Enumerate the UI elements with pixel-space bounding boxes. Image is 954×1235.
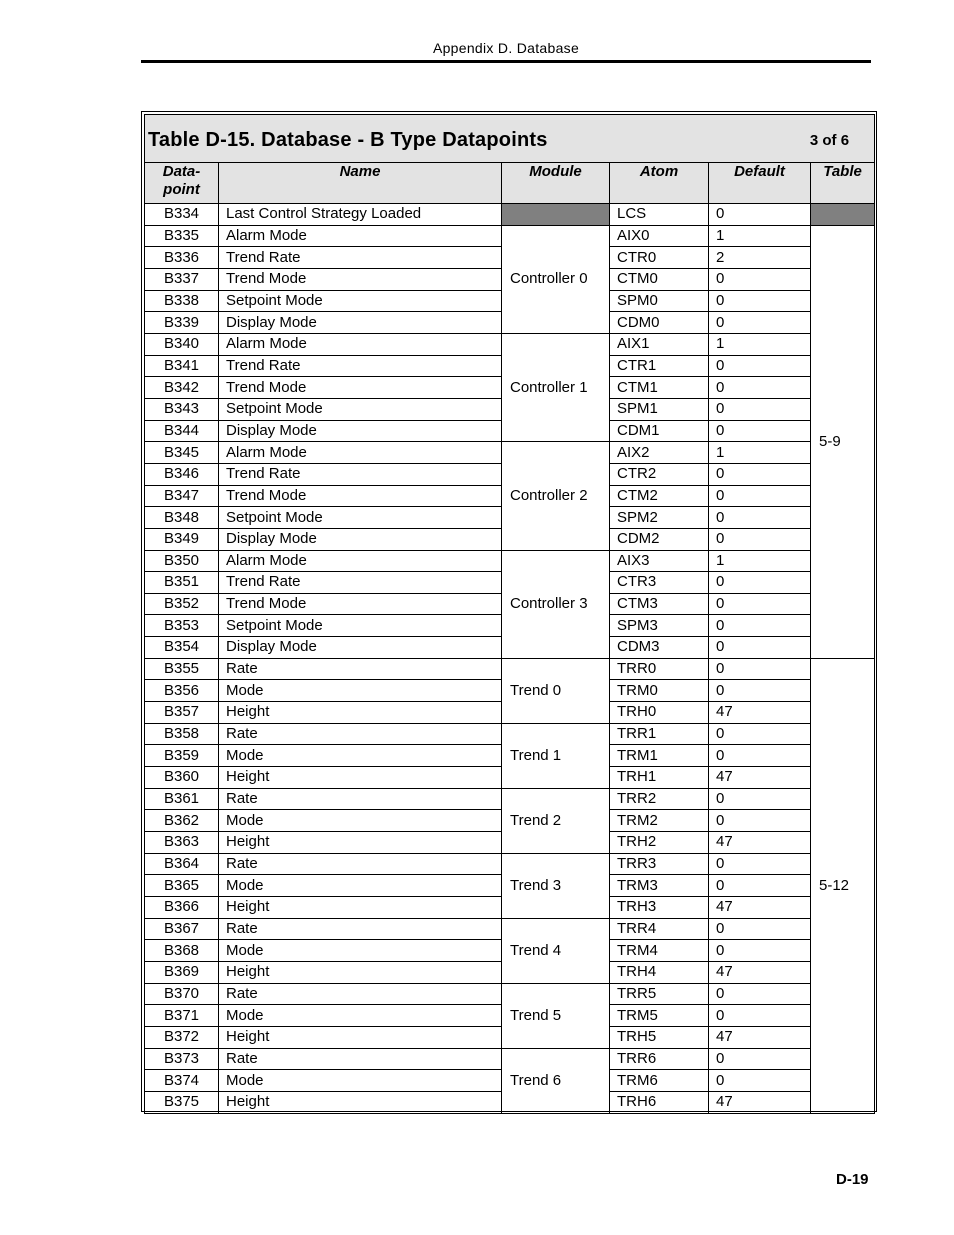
- atom-cell: TRR3: [610, 853, 709, 875]
- name-cell: Display Mode: [219, 312, 502, 334]
- default-cell: 0: [709, 1005, 811, 1027]
- default-cell: 0: [709, 572, 811, 594]
- col-header-module: Module: [502, 163, 610, 204]
- name-cell: Mode: [219, 875, 502, 897]
- table-row: [145, 983, 875, 1005]
- table-row: [145, 788, 875, 810]
- col-header-table: Table: [811, 163, 875, 204]
- module-cell: Trend 4: [502, 918, 610, 983]
- name-cell: Setpoint Mode: [219, 290, 502, 312]
- datapoint-cell: B356: [145, 680, 219, 702]
- name-cell: Trend Rate: [219, 355, 502, 377]
- default-cell: 0: [709, 1048, 811, 1070]
- name-cell: Display Mode: [219, 637, 502, 659]
- name-cell: Height: [219, 961, 502, 983]
- default-cell: 0: [709, 658, 811, 680]
- col-header-name: Name: [219, 163, 502, 204]
- name-cell: Setpoint Mode: [219, 398, 502, 420]
- default-cell: 1: [709, 550, 811, 572]
- atom-cell: TRH2: [610, 832, 709, 854]
- datapoint-cell: B338: [145, 290, 219, 312]
- atom-cell: TRM2: [610, 810, 709, 832]
- default-cell: 0: [709, 615, 811, 637]
- atom-cell: SPM3: [610, 615, 709, 637]
- table-row: [145, 204, 875, 226]
- datapoint-cell: B344: [145, 420, 219, 442]
- atom-cell: AIX1: [610, 333, 709, 355]
- datapoint-cell: B345: [145, 442, 219, 464]
- table-title-bar: [145, 115, 875, 163]
- datapoint-cell: B358: [145, 723, 219, 745]
- col-header-datapoint: Data- point: [145, 163, 219, 204]
- atom-cell: TRM1: [610, 745, 709, 767]
- atom-cell: TRM6: [610, 1070, 709, 1092]
- default-cell: 0: [709, 377, 811, 399]
- default-cell: 0: [709, 1070, 811, 1092]
- default-cell: 0: [709, 485, 811, 507]
- table-row: [145, 225, 875, 247]
- atom-cell: TRM0: [610, 680, 709, 702]
- datapoint-cell: B364: [145, 853, 219, 875]
- datapoint-cell: B359: [145, 745, 219, 767]
- default-cell: 0: [709, 593, 811, 615]
- datapoint-cell: B339: [145, 312, 219, 334]
- name-cell: Display Mode: [219, 528, 502, 550]
- name-cell: Trend Rate: [219, 247, 502, 269]
- datapoint-cell: B341: [145, 355, 219, 377]
- default-cell: 0: [709, 204, 811, 226]
- name-cell: Height: [219, 1026, 502, 1048]
- default-cell: 47: [709, 897, 811, 919]
- name-cell: Alarm Mode: [219, 333, 502, 355]
- table-ref-cell: 5-12: [811, 658, 875, 1113]
- atom-cell: TRR1: [610, 723, 709, 745]
- atom-cell: TRM4: [610, 940, 709, 962]
- datapoint-cell: B352: [145, 593, 219, 615]
- atom-cell: TRR2: [610, 788, 709, 810]
- name-cell: Last Control Strategy Loaded: [219, 204, 502, 226]
- atom-cell: CTM1: [610, 377, 709, 399]
- datapoint-cell: B343: [145, 398, 219, 420]
- table-body: [145, 204, 875, 1114]
- atom-cell: AIX3: [610, 550, 709, 572]
- datapoint-cell: B375: [145, 1091, 219, 1113]
- datapoint-cell: B349: [145, 528, 219, 550]
- name-cell: Height: [219, 832, 502, 854]
- datapoint-cell: B351: [145, 572, 219, 594]
- datapoint-cell: B360: [145, 767, 219, 789]
- default-cell: 0: [709, 312, 811, 334]
- default-cell: 0: [709, 918, 811, 940]
- name-cell: Setpoint Mode: [219, 615, 502, 637]
- datapoint-cell: B368: [145, 940, 219, 962]
- atom-cell: TRH5: [610, 1026, 709, 1048]
- atom-cell: TRM3: [610, 875, 709, 897]
- default-cell: 0: [709, 290, 811, 312]
- atom-cell: TRR6: [610, 1048, 709, 1070]
- datapoint-cell: B357: [145, 702, 219, 724]
- name-cell: Trend Mode: [219, 593, 502, 615]
- running-header: Appendix D. Database: [432, 40, 580, 56]
- name-cell: Mode: [219, 680, 502, 702]
- table-page-indicator: 3 of 6: [809, 132, 850, 149]
- table-row: [145, 853, 875, 875]
- module-cell: Trend 1: [502, 723, 610, 788]
- name-cell: Rate: [219, 1048, 502, 1070]
- col-header-atom: Atom: [610, 163, 709, 204]
- datapoint-cell: B369: [145, 961, 219, 983]
- default-cell: 0: [709, 723, 811, 745]
- default-cell: 47: [709, 961, 811, 983]
- table-row: [145, 918, 875, 940]
- table-row: [145, 333, 875, 355]
- name-cell: Height: [219, 767, 502, 789]
- datapoint-cell: B371: [145, 1005, 219, 1027]
- datapoint-cell: B365: [145, 875, 219, 897]
- datapoint-cell: B354: [145, 637, 219, 659]
- table-title: Table D-15. Database - B Type Datapoints: [148, 129, 548, 151]
- page-number: D-19: [836, 1171, 869, 1188]
- default-cell: 0: [709, 528, 811, 550]
- default-cell: 0: [709, 940, 811, 962]
- atom-cell: LCS: [610, 204, 709, 226]
- module-cell: Controller 2: [502, 442, 610, 550]
- atom-cell: TRH3: [610, 897, 709, 919]
- name-cell: Rate: [219, 853, 502, 875]
- name-cell: Trend Mode: [219, 268, 502, 290]
- module-cell: Controller 0: [502, 225, 610, 333]
- name-cell: Alarm Mode: [219, 225, 502, 247]
- name-cell: Height: [219, 702, 502, 724]
- default-cell: 47: [709, 767, 811, 789]
- atom-cell: CDM1: [610, 420, 709, 442]
- table-row: [145, 658, 875, 680]
- default-cell: 2: [709, 247, 811, 269]
- atom-cell: TRH6: [610, 1091, 709, 1113]
- default-cell: 0: [709, 680, 811, 702]
- table-row: [145, 550, 875, 572]
- atom-cell: TRH0: [610, 702, 709, 724]
- atom-cell: AIX2: [610, 442, 709, 464]
- name-cell: Mode: [219, 810, 502, 832]
- module-cell: [502, 204, 610, 226]
- default-cell: 1: [709, 333, 811, 355]
- name-cell: Mode: [219, 1005, 502, 1027]
- table-ref-cell: 5-9: [811, 225, 875, 658]
- module-cell: Trend 6: [502, 1048, 610, 1113]
- default-cell: 47: [709, 1026, 811, 1048]
- default-cell: 1: [709, 442, 811, 464]
- datapoint-cell: B355: [145, 658, 219, 680]
- datapoint-cell: B336: [145, 247, 219, 269]
- name-cell: Rate: [219, 983, 502, 1005]
- module-cell: Trend 0: [502, 658, 610, 723]
- default-cell: 0: [709, 853, 811, 875]
- atom-cell: CDM2: [610, 528, 709, 550]
- datapoint-cell: B334: [145, 204, 219, 226]
- default-cell: 0: [709, 463, 811, 485]
- name-cell: Height: [219, 1091, 502, 1113]
- atom-cell: CTR2: [610, 463, 709, 485]
- default-cell: 47: [709, 702, 811, 724]
- name-cell: Mode: [219, 1070, 502, 1092]
- datapoint-cell: B348: [145, 507, 219, 529]
- atom-cell: AIX0: [610, 225, 709, 247]
- default-cell: 0: [709, 788, 811, 810]
- module-cell: Controller 3: [502, 550, 610, 658]
- atom-cell: CTR3: [610, 572, 709, 594]
- datapoint-cell: B362: [145, 810, 219, 832]
- name-cell: Mode: [219, 745, 502, 767]
- default-cell: 0: [709, 507, 811, 529]
- datapoint-cell: B372: [145, 1026, 219, 1048]
- datapoint-cell: B367: [145, 918, 219, 940]
- datapoint-cell: B342: [145, 377, 219, 399]
- default-cell: 1: [709, 225, 811, 247]
- atom-cell: SPM2: [610, 507, 709, 529]
- name-cell: Rate: [219, 788, 502, 810]
- name-cell: Rate: [219, 658, 502, 680]
- datapoint-cell: B363: [145, 832, 219, 854]
- module-cell: Trend 3: [502, 853, 610, 918]
- module-cell: Controller 1: [502, 333, 610, 441]
- default-cell: 0: [709, 745, 811, 767]
- module-cell: Trend 5: [502, 983, 610, 1048]
- atom-cell: SPM0: [610, 290, 709, 312]
- atom-cell: CDM0: [610, 312, 709, 334]
- table-frame: [141, 111, 877, 1112]
- default-cell: 0: [709, 398, 811, 420]
- name-cell: Rate: [219, 918, 502, 940]
- default-cell: 47: [709, 832, 811, 854]
- datapoint-cell: B366: [145, 897, 219, 919]
- table-ref-cell: [811, 204, 875, 226]
- name-cell: Mode: [219, 940, 502, 962]
- atom-cell: TRM5: [610, 1005, 709, 1027]
- datapoint-cell: B361: [145, 788, 219, 810]
- datapoint-cell: B340: [145, 333, 219, 355]
- atom-cell: TRR5: [610, 983, 709, 1005]
- datapoint-cell: B374: [145, 1070, 219, 1092]
- datapoint-cell: B347: [145, 485, 219, 507]
- default-cell: 0: [709, 983, 811, 1005]
- name-cell: Trend Rate: [219, 463, 502, 485]
- atom-cell: CDM3: [610, 637, 709, 659]
- atom-cell: TRR4: [610, 918, 709, 940]
- default-cell: 0: [709, 355, 811, 377]
- atom-cell: SPM1: [610, 398, 709, 420]
- datapoint-cell: B350: [145, 550, 219, 572]
- datapoint-cell: B370: [145, 983, 219, 1005]
- name-cell: Trend Rate: [219, 572, 502, 594]
- name-cell: Setpoint Mode: [219, 507, 502, 529]
- name-cell: Trend Mode: [219, 377, 502, 399]
- name-cell: Display Mode: [219, 420, 502, 442]
- datapoint-table: [144, 114, 875, 1114]
- default-cell: 0: [709, 268, 811, 290]
- table-row: [145, 1048, 875, 1070]
- atom-cell: TRR0: [610, 658, 709, 680]
- datapoint-cell: B353: [145, 615, 219, 637]
- name-cell: Alarm Mode: [219, 550, 502, 572]
- atom-cell: CTM0: [610, 268, 709, 290]
- atom-cell: CTR0: [610, 247, 709, 269]
- table-row: [145, 442, 875, 464]
- datapoint-cell: B337: [145, 268, 219, 290]
- header-rule: [141, 60, 871, 63]
- atom-cell: TRH1: [610, 767, 709, 789]
- name-cell: Alarm Mode: [219, 442, 502, 464]
- datapoint-cell: B346: [145, 463, 219, 485]
- atom-cell: CTR1: [610, 355, 709, 377]
- atom-cell: CTM2: [610, 485, 709, 507]
- datapoint-cell: B373: [145, 1048, 219, 1070]
- atom-cell: CTM3: [610, 593, 709, 615]
- name-cell: Rate: [219, 723, 502, 745]
- table-row: [145, 723, 875, 745]
- default-cell: 0: [709, 875, 811, 897]
- name-cell: Height: [219, 897, 502, 919]
- name-cell: Trend Mode: [219, 485, 502, 507]
- default-cell: 47: [709, 1091, 811, 1113]
- module-cell: Trend 2: [502, 788, 610, 853]
- default-cell: 0: [709, 810, 811, 832]
- default-cell: 0: [709, 637, 811, 659]
- datapoint-cell: B335: [145, 225, 219, 247]
- default-cell: 0: [709, 420, 811, 442]
- atom-cell: TRH4: [610, 961, 709, 983]
- col-header-default: Default: [709, 163, 811, 204]
